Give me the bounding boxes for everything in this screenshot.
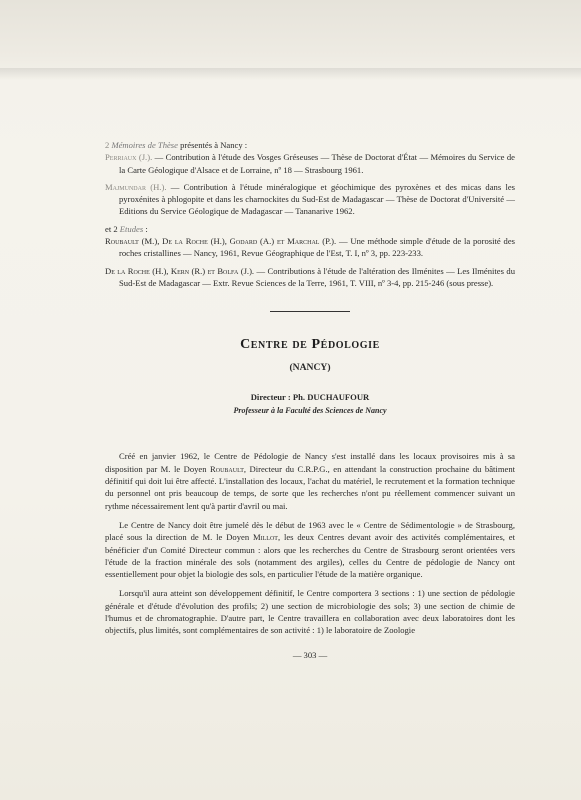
thesis-entry: Majmundar (H.). — Contribution à l'étude minéralogique et géochimique des pyroxènes et des micas dans les pyroxénites à phlogopite et dans les charnockites du Sud-Est de Madagascar — Thèse de Doctorat d'Université — Editions du Service Géologique de Madagascar — Tananarive 1962. (105, 181, 515, 217)
director-line: Directeur : Ph. DUCHAUFOUR (250, 391, 370, 402)
etude-entry: Roubault (M.), De la Roche (H.), Godard (A.) et Marchal (P.). — Une méthode simple d'étude de la porosité des roches cristallines — Nancy, 1961, Revue Géographique de l'Est, T. I, nº 3, pp. 223-233. (105, 236, 515, 259)
fold-shadow (0, 68, 581, 80)
etude-entry: De la Roche (H.), Kern (R.) et Bolfa (J.). — Contributions à l'étude de l'altération des Ilménites — Les Ilménites du Sud-Est de Madagascar — Extr. Revue Sciences de la Terre, 1961, T. VIII, nº 3-4, pp. 215-246 (sous presse). (105, 265, 515, 288)
page-content (105, 139, 515, 670)
thesis-entry: Perriaux (J.). — Contribution à l'étude des Vosges Gréseuses — Thèse de Doctorat d'État — Mémoires du Service de la Carte Géologique d'Alsace et de Lorraine, nº 18 — Strasbourg 1961. (105, 152, 515, 175)
etudes-heading: et 2 Etudes : (105, 223, 148, 234)
section-title: Centre de Pédologie (240, 337, 380, 353)
body-paragraph: Lorsqu'il aura atteint son développement définitif, le Centre comportera 3 sections : 1) une section de pédologie générale et d'étude d'évolution des profils; 2) une section de microbiologie des sols; 3) une section de chimie de l'humus et de chromatographie. D'autre part, le Centre travaillera en collaboration avec deux laboratoires dont les objectifs, plus limités, sont complémentaires de son activité : 1) le laboratoire de Zoologie (105, 588, 515, 636)
section-subtitle: (NANCY) (289, 361, 331, 373)
director-affiliation: Professeur à la Faculté des Sciences de Nancy (233, 406, 387, 416)
page-number: — 303 — (292, 649, 328, 660)
divider-rule (270, 311, 350, 312)
theses-heading: 2 Mémoires de Thèse présentés à Nancy : (105, 140, 248, 150)
body-paragraph: Le Centre de Nancy doit être jumelé dès le début de 1963 avec le « Centre de Sédimentologie » de Strasbourg, placé sous la direction de M. le Doyen Millot, les deux Centres devant avoir des activités complémentaires, et bénéficier d'un Comité Directeur commun : alors que les recherches du Centre de Strasbourg seront orientées vers l'étude de la fraction minérale des sols (notamment des argiles), celles du Centre de pédologie de Nancy ont essentiellement pour objet la biologie des sols, en particulier l'étude de la matière organique. (105, 519, 515, 580)
body-paragraph: Créé en janvier 1962, le Centre de Pédologie de Nancy s'est installé dans les locaux provisoires mis à sa disposition par M. le Doyen Roubault, Directeur du C.R.P.G., en attendant la construction prochaine du bâtiment définitif qui doit lui être affecté. L'installation des locaux, l'achat du matériel, le recrutement et la formation technique du personnel ont pris beaucoup de temps, de sorte que les recherches n'ont pu réellement commencer suivant un rythme nécessairement lent qu'à partir d'avril ou mai. (105, 451, 515, 511)
